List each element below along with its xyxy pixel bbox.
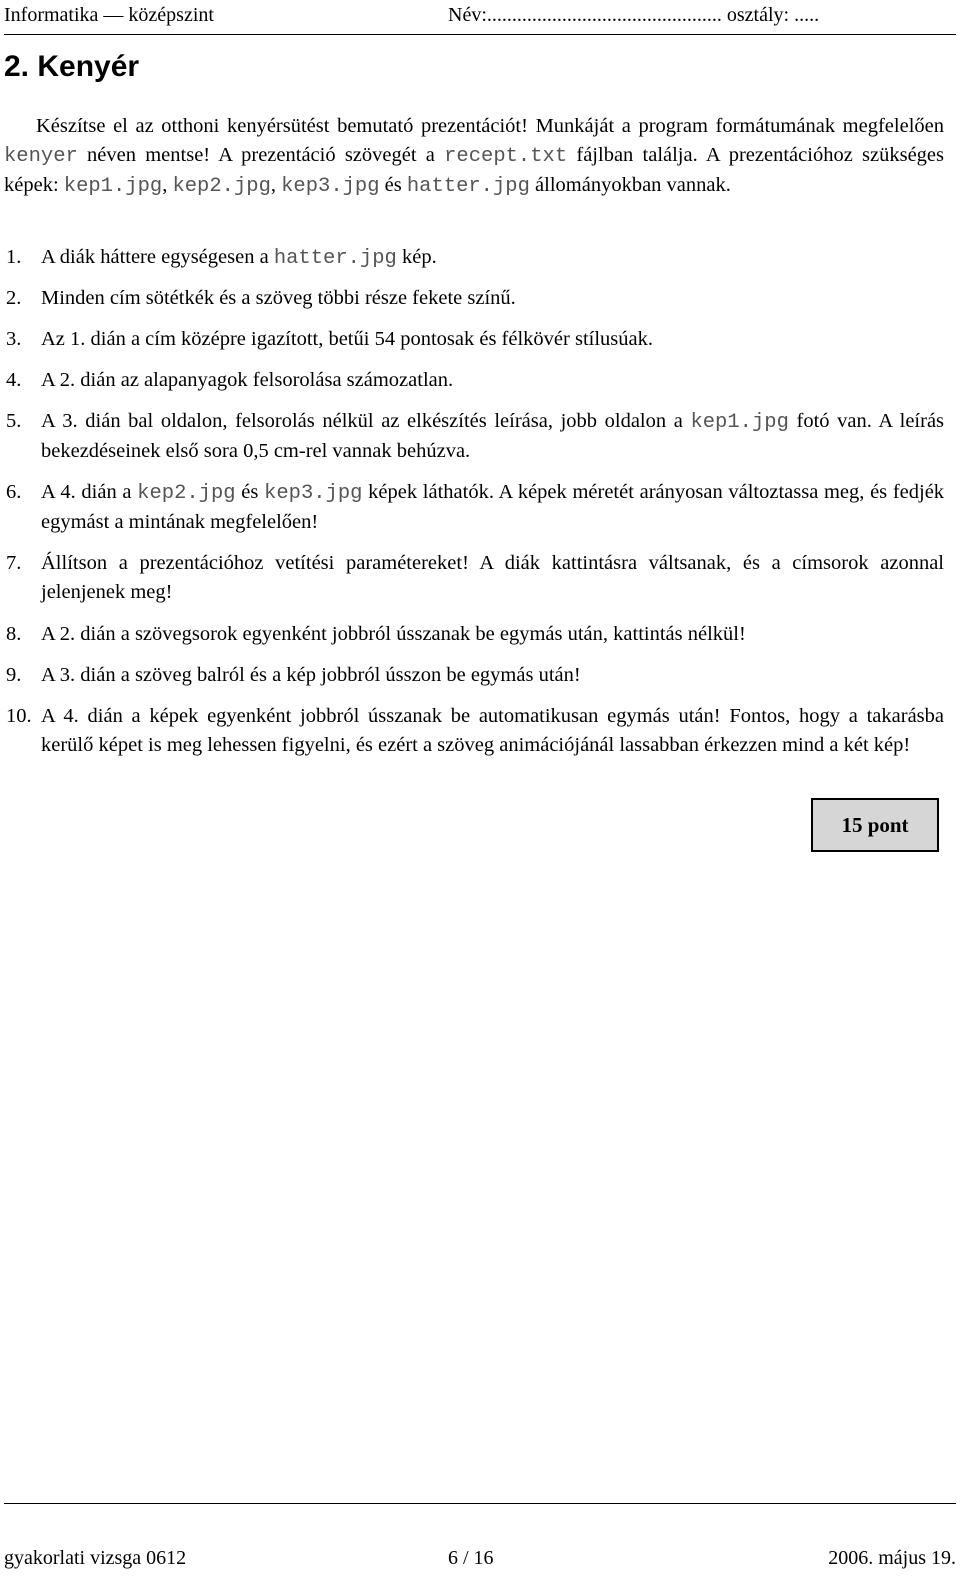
- item-text: [41, 243, 944, 273]
- item-text-part: A 4. dián a: [41, 481, 132, 503]
- footer-page-number: 6 / 16: [448, 1547, 494, 1569]
- item-number: 8.: [6, 623, 22, 645]
- list-item: [4, 661, 944, 690]
- intro-text-5: állományokban vannak.: [535, 174, 731, 196]
- task-intro: Készítse el az otthoni kenyérsütést bemutató prezentációt! Munkáját a program formátumának megfelelően kenyer néven mentse! A prezentáció szövegét a recept.txt fájlban találja. A prezentációhoz szükséges képek: kep1.jpg, kep2.jpg, kep3.jpg és hatter.jpg állományokban vannak.: [4, 115, 945, 198]
- list-item: [4, 702, 944, 760]
- filename-hatter: hatter.jpg: [406, 175, 530, 198]
- intro-text-3: fájlban találja. A prezentációhoz szükséges képek:: [4, 144, 945, 196]
- item-text: Az 1. dián a cím középre igazított, betűi 54 pontosak és félkövér stílusúak.: [41, 328, 653, 350]
- item-text-part: és: [241, 481, 259, 503]
- item-number: 3.: [6, 328, 22, 350]
- item-number: 4.: [6, 369, 22, 391]
- item-text: A 4. dián a képek egyenként jobbról ússzanak be automatikusan egymás után! Fontos, hogy a takarásba kerülő képet is meg lehessen figyelni, és ezért a szöveg animációjánál lassabban érkezzen mind a két kép!: [41, 705, 944, 756]
- item-number: 9.: [6, 664, 22, 686]
- item-number: 5.: [6, 410, 22, 432]
- item-text: Minden cím sötétkék és a szöveg többi része fekete színű.: [41, 287, 516, 309]
- intro-text-2: néven mentse! A prezentáció szövegét a: [87, 144, 435, 166]
- list-item: [4, 407, 944, 466]
- intro-text-4: és: [384, 174, 402, 196]
- item-number: 2.: [6, 287, 22, 309]
- list-item: [4, 325, 944, 354]
- item-filename: hatter.jpg: [273, 247, 397, 270]
- item-text-part: A diák háttere egységesen a: [41, 246, 269, 268]
- list-item: [4, 284, 944, 313]
- intro-text-1: Készítse el az otthoni kenyérsütést bemutató prezentációt! Munkáját a program formátumának megfelelően: [36, 115, 944, 137]
- filename-kep1: kep1.jpg: [63, 175, 163, 198]
- item-filename: kep2.jpg: [137, 482, 236, 505]
- item-text-part: A 3. dián bal oldalon, felsorolás nélkül az elkészítés leírása, jobb oldalon a: [41, 410, 683, 432]
- item-text: [41, 407, 944, 466]
- list-item: [4, 620, 944, 649]
- task-title: 2. Kenyér: [4, 50, 140, 83]
- filename-kep2: kep2.jpg: [172, 175, 271, 198]
- item-number: 7.: [6, 552, 22, 574]
- item-text-part: kép.: [401, 246, 437, 268]
- item-text: A 2. dián az alapanyagok felsorolása számozatlan.: [41, 369, 454, 391]
- item-text: [41, 478, 944, 537]
- filename-kep3: kep3.jpg: [281, 175, 380, 198]
- item-number: 1.: [6, 246, 22, 268]
- header-subject: Informatika — középszint: [4, 4, 214, 26]
- footer-date: 2006. május 19.: [828, 1547, 956, 1569]
- page-footer: [4, 1503, 956, 1569]
- header-name-class-field: Név:............................................... osztály: .....: [448, 4, 820, 26]
- item-text: A 2. dián a szövegsorok egyenként jobbról ússzanak be egymás után, kattintás nélkül!: [41, 623, 746, 645]
- list-item: [4, 366, 944, 395]
- item-filename: kep3.jpg: [264, 482, 363, 505]
- item-number: 10.: [6, 705, 32, 727]
- score-box: 15 pont: [811, 798, 939, 852]
- list-item: [4, 549, 944, 607]
- footer-exam-id: gyakorlati vizsga 0612: [4, 1547, 187, 1569]
- item-text-part: képek láthatók. A képek méretét arányosan változtassa meg, és fedjék egymást a mintának megfelelően!: [41, 481, 945, 533]
- filename-recept: recept.txt: [444, 145, 568, 168]
- page-header: [4, 0, 956, 35]
- item-filename: kep1.jpg: [690, 411, 789, 434]
- item-text: A 3. dián a szöveg balról és a kép jobbról ússzon be egymás után!: [41, 664, 581, 686]
- item-number: 6.: [6, 481, 22, 503]
- item-text: Állítson a prezentációhoz vetítési paramétereket! A diák kattintásra váltsanak, és a címsorok azonnal jelenjenek meg!: [41, 552, 944, 603]
- list-item: [4, 243, 944, 273]
- filename-kenyer: kenyer: [4, 145, 78, 168]
- list-item: [4, 478, 944, 537]
- item-text-part: fotó van. A leírás bekezdéseinek első sora 0,5 cm-rel vannak behúzva.: [41, 410, 945, 462]
